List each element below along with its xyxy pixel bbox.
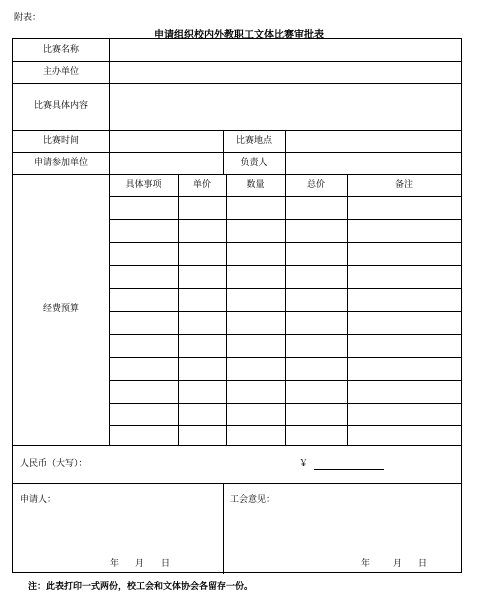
label-column-divider <box>109 39 110 445</box>
row-divider <box>13 483 461 484</box>
participating-units-label: 申请参加单位 <box>33 158 88 168</box>
budget-column-header: 总价 <box>306 180 325 190</box>
competition-location-label: 比赛地点 <box>235 136 272 146</box>
union-date-day: 日 <box>418 559 428 569</box>
host-unit-label: 主办单位 <box>42 67 79 77</box>
person-in-charge-label: 负责人 <box>240 158 268 168</box>
attachment-label: 附表： <box>14 13 42 23</box>
budget-column-header: 具体事项 <box>125 180 162 190</box>
budget-column-divider <box>347 174 348 445</box>
row-divider <box>13 152 461 153</box>
yen-symbol: ￥ <box>299 459 309 469</box>
row-divider <box>13 130 461 131</box>
row-divider <box>13 445 461 446</box>
yen-amount-line <box>314 469 384 470</box>
form-title: 申请组织校内外教职工文体比赛审批表 <box>154 30 324 41</box>
budget-column-header: 备注 <box>394 180 413 190</box>
signature-divider <box>223 483 224 574</box>
rmb-amount-label: 人民币（大写）： <box>20 459 88 469</box>
budget-column-divider <box>178 174 179 445</box>
budget-column-header: 数量 <box>246 180 265 190</box>
approval-form <box>12 38 462 573</box>
budget-column-divider <box>285 174 286 445</box>
competition-time-label: 比赛时间 <box>42 136 79 146</box>
union-date-month: 月 <box>393 559 403 569</box>
row-divider <box>13 61 461 62</box>
budget-column-divider <box>226 174 227 445</box>
budget-column-header: 单价 <box>192 180 211 190</box>
applicant-date-month: 月 <box>135 559 145 569</box>
row-divider <box>13 174 461 175</box>
footnote: 注：此表打印一式两份，校工会和文体协会各留存一份。 <box>28 582 254 592</box>
applicant-label: 申请人： <box>20 495 57 505</box>
union-opinion-label: 工会意见： <box>230 495 276 505</box>
competition-name-label: 比赛名称 <box>42 45 79 55</box>
row-divider <box>13 83 461 84</box>
applicant-date-day: 日 <box>161 559 171 569</box>
column-divider <box>285 130 286 174</box>
applicant-date-year: 年 <box>110 559 120 569</box>
competition-content-label: 比赛具体内容 <box>33 101 88 111</box>
union-date-year: 年 <box>361 559 371 569</box>
budget-label: 经费预算 <box>42 304 79 314</box>
